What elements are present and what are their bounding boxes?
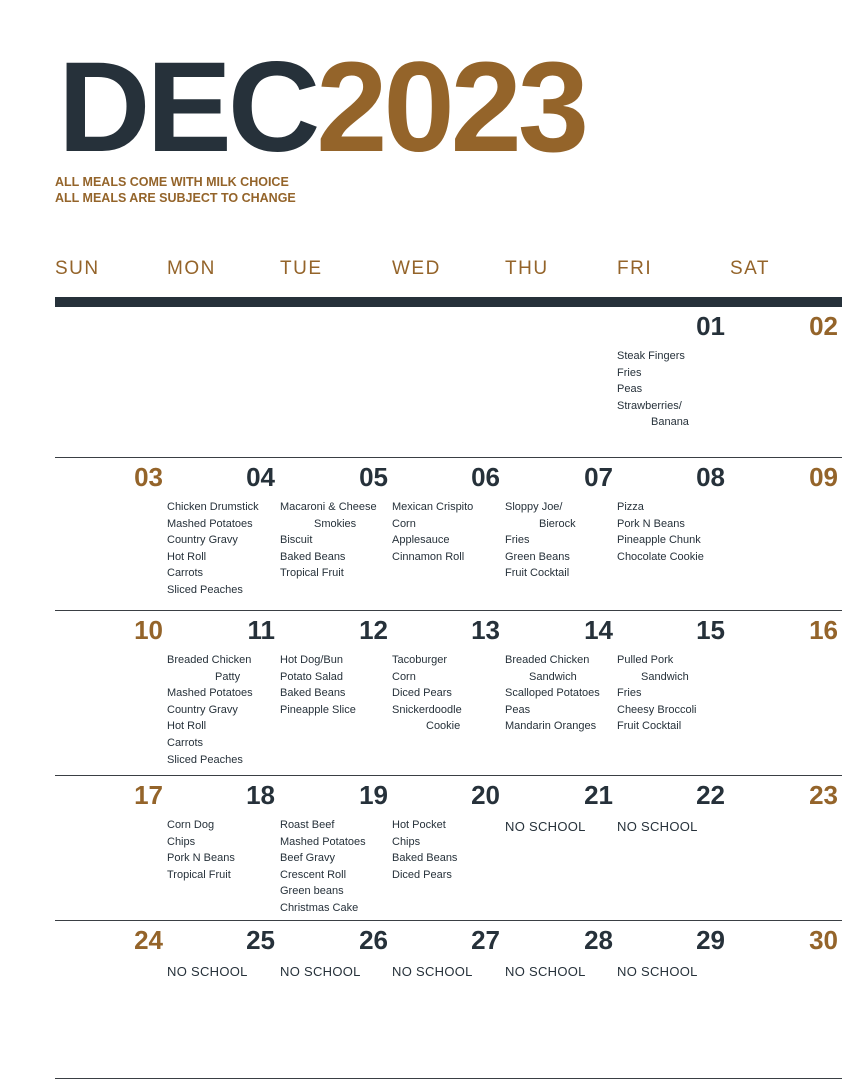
menu-item: Chicken Drumstick xyxy=(167,501,259,513)
day-number: 25 xyxy=(246,925,275,955)
menu-item: Christmas Cake xyxy=(280,901,359,914)
no-school-label: NO SCHOOL xyxy=(505,964,586,979)
day-number: 07 xyxy=(584,462,613,492)
menu-item: Sliced Peaches xyxy=(167,753,243,766)
menu-list xyxy=(167,817,235,883)
menu-item: Beef Gravy xyxy=(280,852,336,865)
day-number: 08 xyxy=(696,462,725,492)
menu-item: Corn xyxy=(392,517,416,530)
menu-list xyxy=(280,817,366,917)
note-change: ALL MEALS ARE SUBJECT TO CHANGE xyxy=(55,191,296,205)
menu-item: Mexican Crispito xyxy=(392,501,474,513)
no-school-label: NO SCHOOL xyxy=(280,964,361,979)
menu-list xyxy=(505,652,600,735)
menu-item: Potato Salad xyxy=(280,670,343,683)
menu-item: Hot Dog/Bun xyxy=(280,654,343,666)
menu-item: Roast Beef xyxy=(280,819,335,831)
menu-item: Cinnamon Roll xyxy=(392,550,465,563)
menu-item: Chips xyxy=(167,835,196,848)
menu-item: Breaded Chicken xyxy=(167,654,252,666)
menu-item: Pork N Beans xyxy=(617,517,685,530)
day-number: 24 xyxy=(134,925,163,955)
no-school-label: NO SCHOOL xyxy=(392,964,473,979)
menu-list xyxy=(280,652,356,718)
menu-item: Cookie xyxy=(426,720,461,733)
menu-item: Crescent Roll xyxy=(280,868,347,881)
day-number: 09 xyxy=(809,462,838,492)
menu-item: Snickerdoodle xyxy=(392,703,462,716)
menu-item: Sandwich xyxy=(641,670,689,683)
no-school-label: NO SCHOOL xyxy=(505,819,586,834)
day-number: 23 xyxy=(809,780,838,810)
dayhead-fri: FRI xyxy=(617,258,653,279)
day-number: 29 xyxy=(696,925,725,955)
dayhead-sun: SUN xyxy=(55,258,100,279)
no-school-label: NO SCHOOL xyxy=(167,964,248,979)
menu-item: Country Gravy xyxy=(167,703,238,716)
menu-item: Mashed Potatoes xyxy=(167,687,253,700)
day-number: 10 xyxy=(134,615,163,645)
day-number: 26 xyxy=(359,925,388,955)
menu-item: Carrots xyxy=(167,567,204,580)
menu-item: Carrots xyxy=(167,736,204,749)
day-number: 30 xyxy=(809,925,838,955)
calendar-title xyxy=(58,36,585,179)
header-divider-bar xyxy=(55,297,842,307)
dayhead-wed: WED xyxy=(392,258,441,279)
dayhead-tue: TUE xyxy=(280,258,323,279)
day-number: 02 xyxy=(809,311,838,341)
menu-item: Tropical Fruit xyxy=(280,567,344,580)
menu-item: Tropical Fruit xyxy=(167,868,231,881)
note-milk: ALL MEALS COME WITH MILK CHOICE xyxy=(55,175,289,189)
menu-list xyxy=(167,499,259,599)
menu-list xyxy=(617,348,689,431)
menu-item: Hot Roll xyxy=(167,550,207,563)
menu-item: Peas xyxy=(617,383,643,396)
week-divider xyxy=(55,775,842,776)
menu-item: Baked Beans xyxy=(280,687,346,700)
week-divider xyxy=(55,457,842,458)
no-school-label: NO SCHOOL xyxy=(617,964,698,979)
menu-item: Sloppy Joe/ xyxy=(505,501,563,513)
menu-item: Sandwich xyxy=(529,670,577,683)
no-school-label: NO SCHOOL xyxy=(617,819,698,834)
menu-item: Hot Roll xyxy=(167,720,207,733)
menu-item: Corn xyxy=(392,670,416,683)
menu-item: Applesauce xyxy=(392,534,450,547)
menu-list xyxy=(617,499,704,565)
menu-item: Mashed Potatoes xyxy=(167,517,253,530)
menu-item: Fries xyxy=(617,366,642,379)
menu-item: Baked Beans xyxy=(392,852,458,865)
menu-item: Breaded Chicken xyxy=(505,654,590,666)
day-number: 16 xyxy=(809,615,838,645)
day-number: 06 xyxy=(471,462,500,492)
day-number: 17 xyxy=(134,780,163,810)
day-number: 21 xyxy=(584,780,613,810)
day-number: 14 xyxy=(584,615,613,645)
menu-item: Tacoburger xyxy=(392,654,448,666)
day-number: 01 xyxy=(696,311,725,341)
menu-item: Fruit Cocktail xyxy=(505,567,570,580)
title-month: DEC xyxy=(58,36,317,179)
week-divider xyxy=(55,1078,842,1079)
menu-item: Biscuit xyxy=(280,534,313,547)
day-number: 27 xyxy=(471,925,500,955)
menu-list xyxy=(167,652,253,768)
day-number: 22 xyxy=(696,780,725,810)
day-number: 13 xyxy=(471,615,500,645)
menu-item: Banana xyxy=(651,416,689,429)
menu-item: Mandarin Oranges xyxy=(505,720,597,733)
menu-item: Pork N Beans xyxy=(167,852,235,865)
menu-item: Diced Pears xyxy=(392,868,452,881)
menu-item: Fruit Cocktail xyxy=(617,720,682,733)
menu-item: Chocolate Cookie xyxy=(617,550,704,563)
menu-list xyxy=(392,817,457,883)
menu-item: Sliced Peaches xyxy=(167,583,243,596)
day-number: 05 xyxy=(359,462,388,492)
week-divider xyxy=(55,920,842,921)
day-number: 20 xyxy=(471,780,500,810)
menu-item: Pulled Pork xyxy=(617,654,674,666)
menu-item: Cheesy Broccoli xyxy=(617,703,697,716)
menu-item: Macaroni & Cheese xyxy=(280,501,377,513)
title-year: 2023 xyxy=(316,36,585,179)
menu-item: Pineapple Chunk xyxy=(617,534,701,547)
menu-item: Green beans xyxy=(280,885,344,898)
menu-item: Steak Fingers xyxy=(617,350,685,362)
menu-list xyxy=(505,499,576,582)
menu-list xyxy=(392,499,473,565)
menu-item: Mashed Potatoes xyxy=(280,835,366,848)
menu-item: Pizza xyxy=(617,501,644,513)
dayhead-thu: THU xyxy=(505,258,549,279)
menu-item: Strawberries/ xyxy=(617,399,682,412)
menu-item: Pineapple Slice xyxy=(280,703,356,716)
menu-item: Green Beans xyxy=(505,550,570,563)
day-number: 18 xyxy=(246,780,275,810)
day-number: 11 xyxy=(247,615,275,645)
menu-list xyxy=(392,652,462,735)
menu-item: Diced Pears xyxy=(392,687,452,700)
day-number: 03 xyxy=(134,462,163,492)
menu-item: Baked Beans xyxy=(280,550,346,563)
menu-list xyxy=(280,499,377,582)
menu-item: Fries xyxy=(617,687,642,700)
menu-item: Fries xyxy=(505,534,530,547)
menu-item: Patty xyxy=(215,670,241,683)
menu-item: Country Gravy xyxy=(167,534,238,547)
week-divider xyxy=(55,610,842,611)
menu-item: Corn Dog xyxy=(167,819,215,831)
menu-item: Scalloped Potatoes xyxy=(505,687,600,700)
menu-item: Hot Pocket xyxy=(392,819,446,831)
menu-item: Peas xyxy=(505,703,531,716)
menu-item: Chips xyxy=(392,835,421,848)
day-number: 04 xyxy=(246,462,275,492)
day-number: 12 xyxy=(359,615,388,645)
day-number: 28 xyxy=(584,925,613,955)
menu-item: Bierock xyxy=(539,517,576,530)
meal-notes xyxy=(55,174,296,206)
dayhead-mon: MON xyxy=(167,258,216,279)
day-number: 15 xyxy=(696,615,725,645)
menu-list xyxy=(617,652,696,735)
day-number: 19 xyxy=(359,780,388,810)
menu-item: Smokies xyxy=(314,517,357,530)
dayhead-sat: SAT xyxy=(730,258,771,279)
